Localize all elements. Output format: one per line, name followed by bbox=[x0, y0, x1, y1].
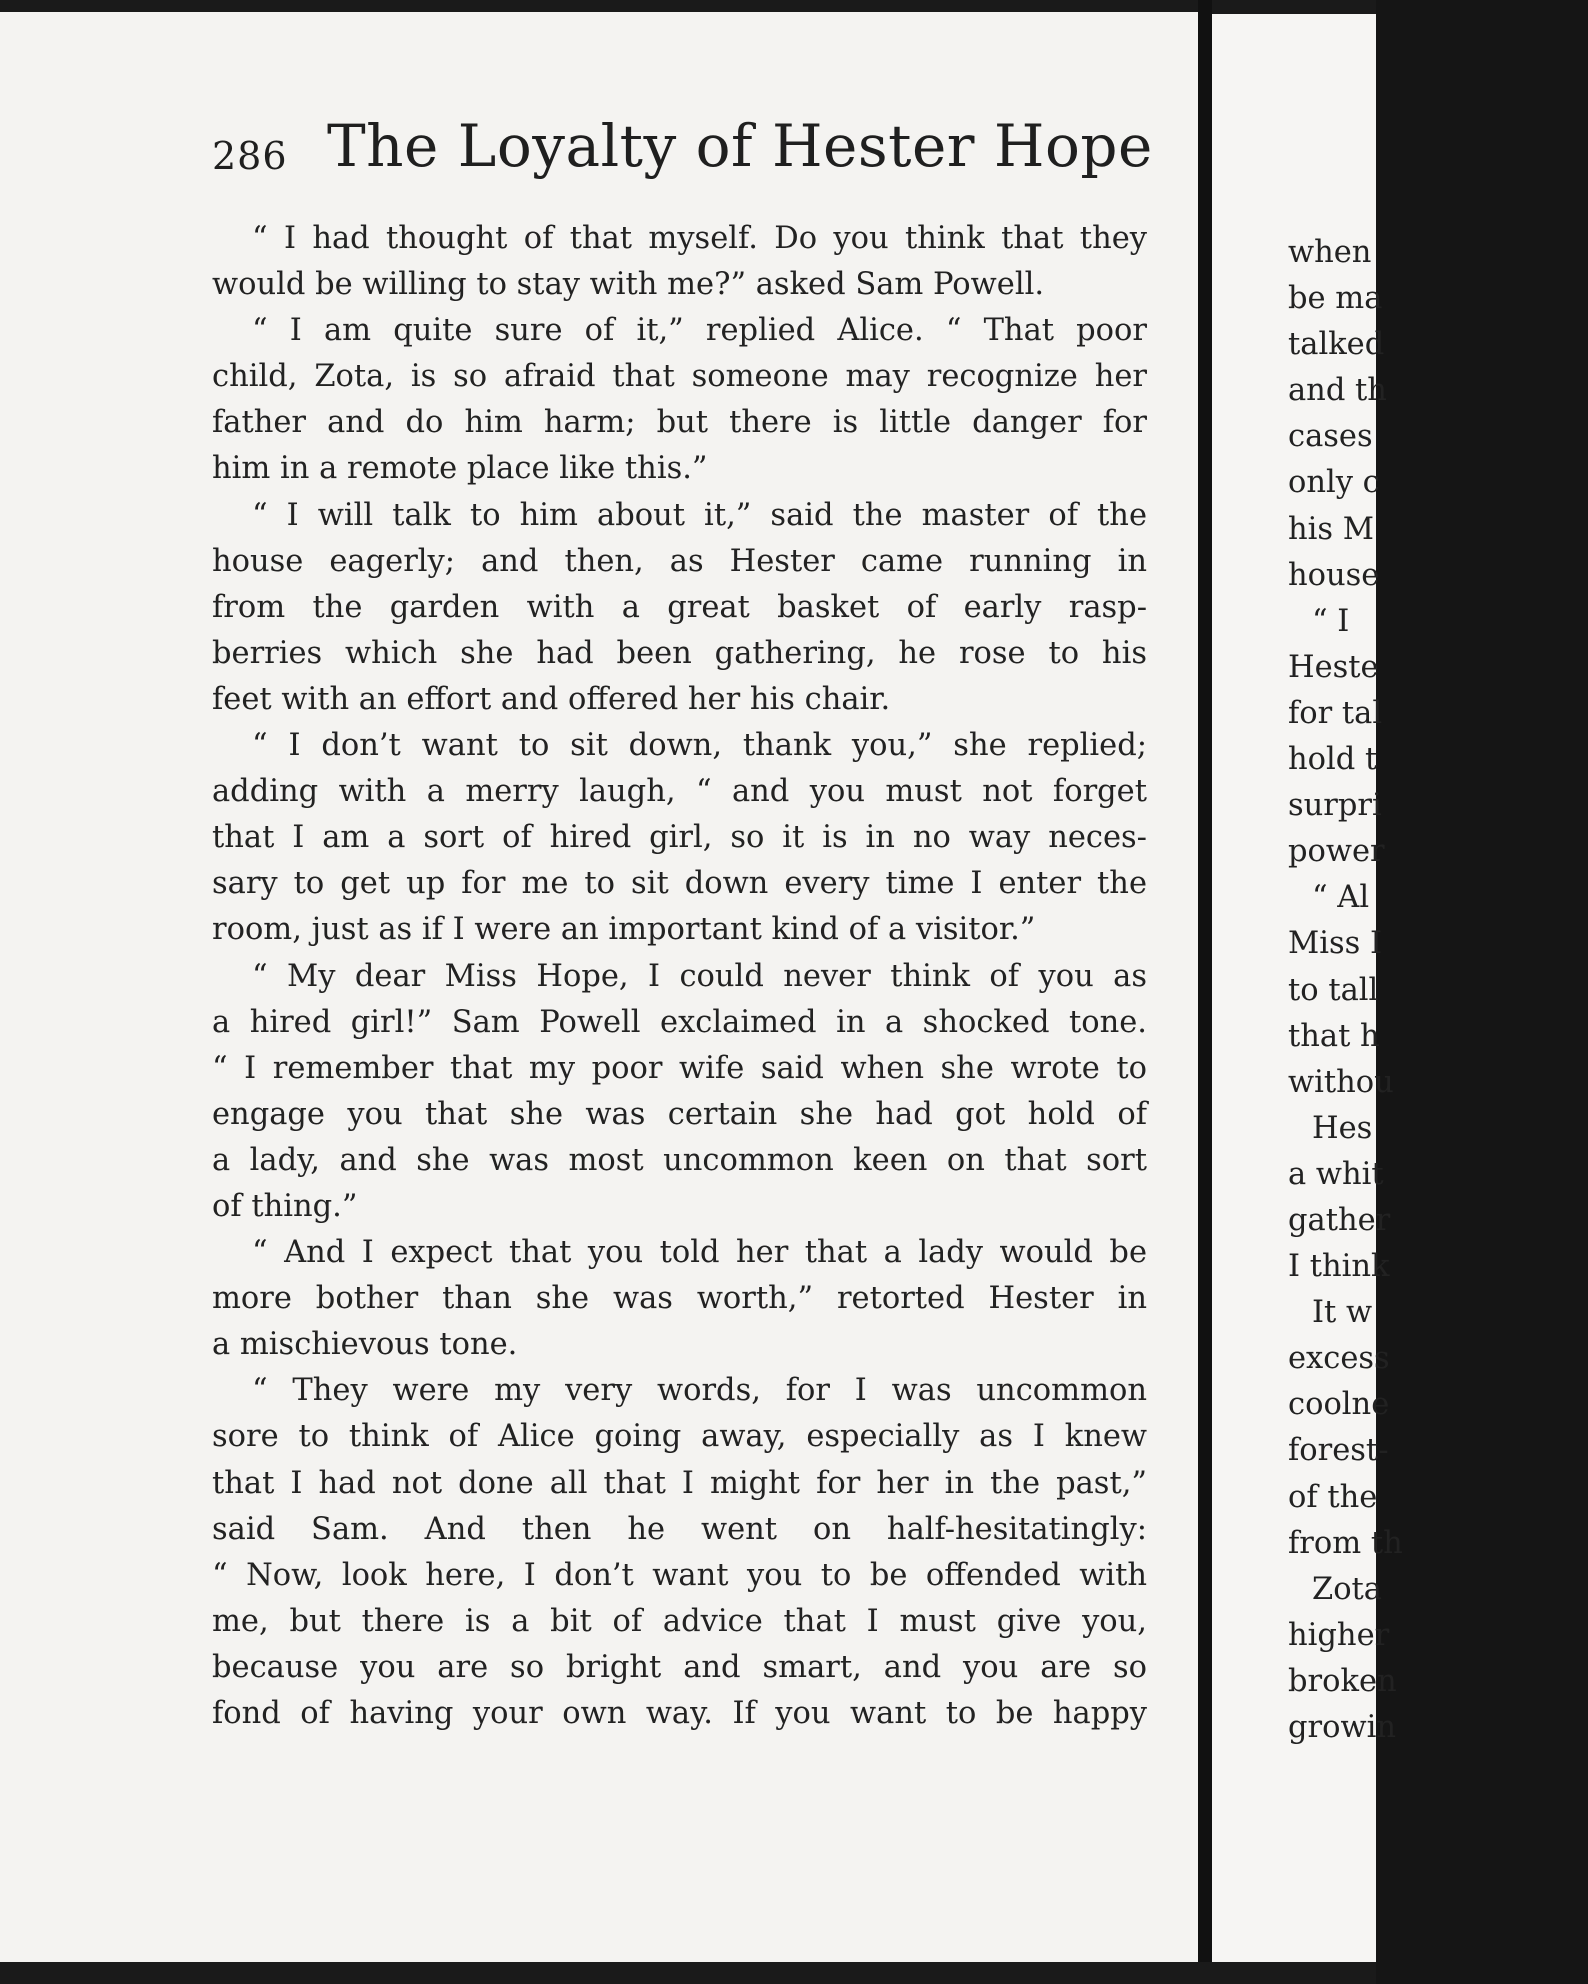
text-line: “ I remember that my poor wife said when she wrote to bbox=[212, 1050, 1147, 1086]
text-line: “ They were my very words, for I was uncommon bbox=[252, 1373, 1147, 1409]
text-line: him in a remote place like this.” bbox=[212, 451, 708, 487]
text-line-fragment: his M bbox=[1288, 511, 1374, 547]
text-line: berries which she had been gathering, he rose to his bbox=[212, 635, 1147, 671]
text-line-fragment: for tal bbox=[1288, 695, 1383, 731]
text-line-fragment: a whit bbox=[1288, 1156, 1384, 1192]
text-line: said Sam. And then he went on half-hesitatingly: bbox=[212, 1511, 1147, 1547]
text-line: “ I don’t want to sit down, thank you,” she replied; bbox=[252, 728, 1147, 764]
text-line: house eagerly; and then, as Hester came running in bbox=[212, 543, 1147, 579]
text-line-fragment: power bbox=[1288, 834, 1385, 870]
text-line: a hired girl!” Sam Powell exclaimed in a shocked tone. bbox=[212, 1004, 1147, 1040]
text-line-fragment: from th bbox=[1288, 1525, 1403, 1561]
text-line: from the garden with a great basket of early rasp- bbox=[212, 589, 1147, 625]
text-line: a lady, and she was most uncommon keen on that sort bbox=[212, 1142, 1147, 1178]
text-line: child, Zota, is so afraid that someone may recognize her bbox=[212, 359, 1147, 395]
text-line-fragment: Heste bbox=[1288, 649, 1379, 685]
text-line-fragment: coolne bbox=[1288, 1387, 1390, 1423]
page-number: 286 bbox=[212, 134, 288, 178]
right-page-text bbox=[1288, 230, 1588, 1751]
running-title: The Loyalty of Hester Hope bbox=[327, 112, 1153, 180]
text-line: father and do him harm; but there is little danger for bbox=[212, 405, 1147, 441]
text-line: room, just as if I were an important kind of a visitor.” bbox=[212, 912, 1036, 948]
scan-bottom-border bbox=[0, 1962, 1376, 1984]
text-line-fragment: growin bbox=[1288, 1710, 1396, 1745]
text-line-fragment: to tall bbox=[1288, 972, 1379, 1008]
text-line: engage you that she was certain she had got hold of bbox=[212, 1096, 1147, 1132]
running-head bbox=[212, 112, 1152, 192]
text-line: “ My dear Miss Hope, I could never think of you as bbox=[252, 958, 1147, 994]
text-line-fragment: of the bbox=[1288, 1479, 1378, 1515]
text-line: “ I had thought of that myself. Do you think that they bbox=[252, 221, 1147, 256]
text-line-fragment: higher bbox=[1288, 1617, 1390, 1653]
text-line-fragment: I think bbox=[1288, 1249, 1390, 1285]
text-line: “ I am quite sure of it,” replied Alice. “ That poor bbox=[252, 313, 1147, 349]
text-line-fragment: “ Al bbox=[1312, 880, 1370, 916]
text-line-fragment: forest- bbox=[1288, 1433, 1389, 1469]
text-line-fragment: excess bbox=[1288, 1341, 1390, 1377]
text-line: adding with a merry laugh, “ and you must not forget bbox=[212, 774, 1147, 810]
text-line: that I had not done all that I might for her in the past,” bbox=[212, 1465, 1147, 1501]
text-line-fragment: surpri bbox=[1288, 788, 1382, 824]
text-line: me, but there is a bit of advice that I must give you, bbox=[212, 1603, 1147, 1639]
text-line: fond of having your own way. If you want to be happy bbox=[212, 1696, 1147, 1731]
text-line-fragment: Zota bbox=[1312, 1571, 1382, 1607]
text-line: that I am a sort of hired girl, so it is in no way neces- bbox=[212, 820, 1147, 856]
text-line-fragment: “ I bbox=[1312, 603, 1350, 639]
text-line: because you are so bright and smart, and you are so bbox=[212, 1649, 1147, 1685]
text-line: “ I will talk to him about it,” said the master of the bbox=[252, 497, 1147, 533]
text-line-fragment: It w bbox=[1312, 1295, 1373, 1331]
right-page bbox=[1212, 14, 1403, 1964]
text-line: a mischievous tone. bbox=[212, 1327, 518, 1363]
text-line: sore to think of Alice going away, especially as I knew bbox=[212, 1419, 1147, 1455]
text-line: feet with an effort and offered her his chair. bbox=[212, 681, 891, 717]
text-line-fragment: withou bbox=[1288, 1064, 1394, 1100]
text-line: sary to get up for me to sit down every time I enter the bbox=[212, 866, 1147, 902]
text-line: “ And I expect that you told her that a lady would be bbox=[252, 1235, 1147, 1271]
text-line-fragment: and th bbox=[1288, 373, 1387, 409]
text-line-fragment: talked bbox=[1288, 327, 1385, 363]
page-gutter bbox=[1198, 0, 1212, 1984]
text-line: “ Now, look here, I don’t want you to be offended with bbox=[212, 1557, 1147, 1593]
text-line-fragment: cases bbox=[1288, 419, 1373, 455]
text-line-fragment: only c bbox=[1288, 465, 1380, 501]
text-line-fragment: house bbox=[1288, 557, 1380, 593]
left-page-text bbox=[212, 216, 1147, 1737]
text-line: more bother than she was worth,” retorted Hester in bbox=[212, 1281, 1147, 1317]
text-line-fragment: that h bbox=[1288, 1018, 1380, 1054]
text-line-fragment: broken bbox=[1288, 1663, 1397, 1699]
text-line-fragment: hold t bbox=[1288, 742, 1378, 778]
text-line-fragment: Hes bbox=[1312, 1110, 1373, 1146]
text-line-fragment: when bbox=[1288, 235, 1372, 270]
text-line-fragment: gather bbox=[1288, 1202, 1391, 1238]
text-line: would be willing to stay with me?” asked Sam Powell. bbox=[212, 267, 1045, 303]
text-line: of thing.” bbox=[212, 1188, 358, 1224]
text-line-fragment: Miss I bbox=[1288, 926, 1383, 962]
text-line-fragment: be ma bbox=[1288, 281, 1383, 317]
